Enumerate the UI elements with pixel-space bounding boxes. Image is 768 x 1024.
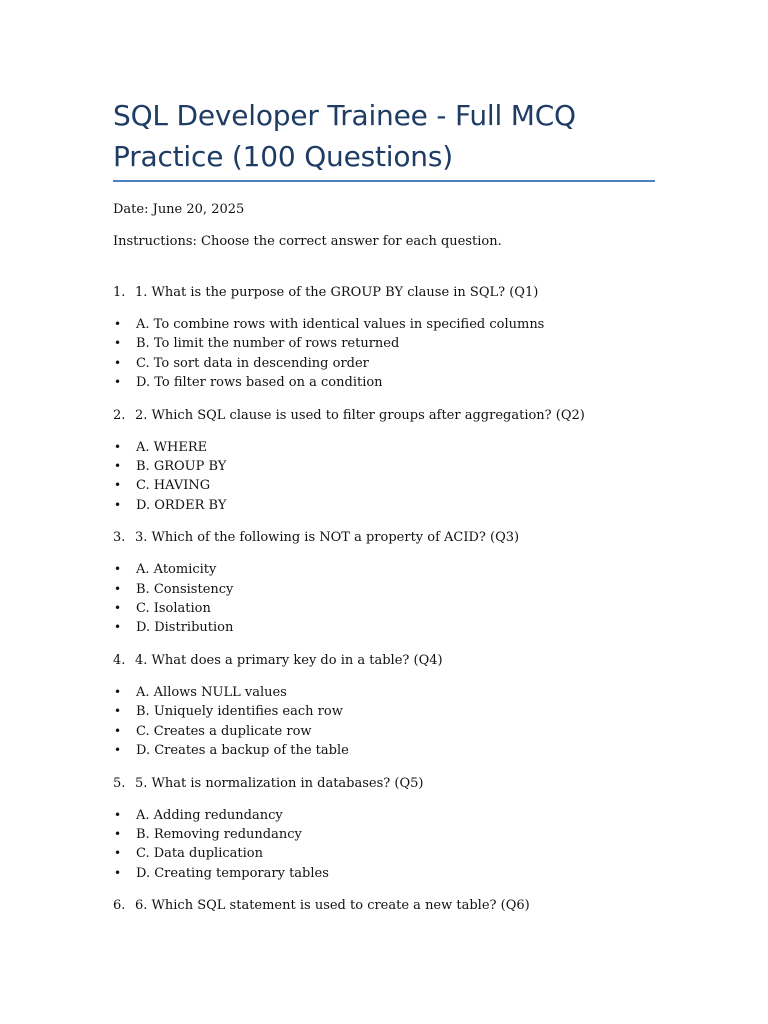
option-list xyxy=(113,315,655,392)
option-item xyxy=(113,722,655,741)
option-text: B. Consistency xyxy=(136,581,234,597)
question-text: 2. Which SQL clause is used to filter groups after aggregation? (Q2) xyxy=(135,407,585,423)
question-item xyxy=(113,896,655,915)
option-text: C. To sort data in descending order xyxy=(136,355,369,371)
question-list xyxy=(113,283,655,929)
bullet-icon: • xyxy=(114,336,122,351)
option-text: A. WHERE xyxy=(136,439,208,455)
instructions-line: Instructions: Choose the correct answer for each question. xyxy=(113,234,502,249)
option-item xyxy=(113,334,655,353)
option-text: B. Uniquely identifies each row xyxy=(136,704,343,720)
question-number: 5. xyxy=(113,775,126,791)
option-item xyxy=(113,844,655,863)
question-line xyxy=(113,651,655,670)
option-item xyxy=(113,476,655,495)
question-item xyxy=(113,651,655,760)
option-item xyxy=(113,599,655,618)
question-line xyxy=(113,528,655,547)
bullet-icon: • xyxy=(114,685,122,700)
question-item xyxy=(113,406,655,515)
option-text: A. To combine rows with identical values in specified columns xyxy=(136,317,545,332)
option-text: C. Isolation xyxy=(136,600,211,616)
question-text: 1. What is the purpose of the GROUP BY clause in SQL? (Q1) xyxy=(135,285,539,300)
option-item xyxy=(113,496,655,515)
question-number: 2. xyxy=(113,407,126,423)
question-text: 3. Which of the following is NOT a property of ACID? (Q3) xyxy=(135,530,520,546)
option-item xyxy=(113,457,655,476)
bullet-icon: • xyxy=(114,317,122,331)
question-text: 6. Which SQL statement is used to create a new table? (Q6) xyxy=(135,898,530,914)
option-list xyxy=(113,438,655,515)
bullet-icon: • xyxy=(114,846,122,861)
option-item xyxy=(113,354,655,373)
question-number: 4. xyxy=(113,653,126,669)
question-item xyxy=(113,774,655,883)
option-text: C. Creates a duplicate row xyxy=(136,723,312,739)
bullet-icon: • xyxy=(114,723,122,738)
option-text: B. To limit the number of rows returned xyxy=(136,336,400,352)
option-list xyxy=(113,806,655,883)
bullet-icon: • xyxy=(114,355,122,370)
option-text: C. HAVING xyxy=(136,478,211,494)
option-item xyxy=(113,560,655,579)
option-text: B. Removing redundancy xyxy=(136,827,302,843)
date-line: Date: June 20, 2025 xyxy=(113,202,245,217)
option-item xyxy=(113,438,655,457)
question-line xyxy=(113,406,655,425)
document-title: SQL Developer Trainee - Full MCQ Practice (100 Questions) xyxy=(113,99,576,173)
bullet-icon: • xyxy=(114,704,122,719)
option-item xyxy=(113,806,655,825)
bullet-icon: • xyxy=(114,742,122,757)
bullet-icon: • xyxy=(114,581,122,596)
bullet-icon: • xyxy=(114,439,122,454)
question-line xyxy=(113,283,655,302)
question-text: 5. What is normalization in databases? (Q5) xyxy=(135,775,424,791)
question-item xyxy=(113,283,655,392)
bullet-icon: • xyxy=(114,600,122,615)
option-text: D. Distribution xyxy=(136,620,234,636)
question-line xyxy=(113,774,655,793)
question-number: 1. xyxy=(113,285,126,300)
option-item xyxy=(113,741,655,760)
option-item xyxy=(113,702,655,721)
bullet-icon: • xyxy=(114,620,122,635)
title-divider xyxy=(113,180,655,182)
question-number: 3. xyxy=(113,530,126,546)
option-text: D. Creates a backup of the table xyxy=(136,742,349,758)
option-list xyxy=(113,683,655,760)
option-item xyxy=(113,618,655,637)
bullet-icon: • xyxy=(114,374,122,389)
question-text: 4. What does a primary key do in a table? (Q4) xyxy=(135,653,443,669)
option-item xyxy=(113,580,655,599)
bullet-icon: • xyxy=(114,807,122,822)
option-list xyxy=(113,560,655,637)
bullet-icon: • xyxy=(114,458,122,473)
option-item xyxy=(113,683,655,702)
bullet-icon: • xyxy=(114,865,122,880)
option-item xyxy=(113,864,655,883)
option-text: D. ORDER BY xyxy=(136,497,227,513)
bullet-icon: • xyxy=(114,562,122,577)
option-text: C. Data duplication xyxy=(136,846,263,862)
question-line xyxy=(113,896,655,915)
option-item xyxy=(113,373,655,392)
option-text: A. Atomicity xyxy=(136,562,217,578)
option-text: D. To filter rows based on a condition xyxy=(136,374,383,390)
option-item xyxy=(113,825,655,844)
bullet-icon: • xyxy=(114,827,122,842)
option-text: D. Creating temporary tables xyxy=(136,865,329,881)
option-text: A. Allows NULL values xyxy=(136,685,287,701)
option-item xyxy=(113,315,655,334)
bullet-icon: • xyxy=(114,478,122,493)
option-text: A. Adding redundancy xyxy=(136,807,283,823)
question-item xyxy=(113,528,655,637)
option-text: B. GROUP BY xyxy=(136,458,227,474)
bullet-icon: • xyxy=(114,497,122,512)
question-number: 6. xyxy=(113,898,126,914)
